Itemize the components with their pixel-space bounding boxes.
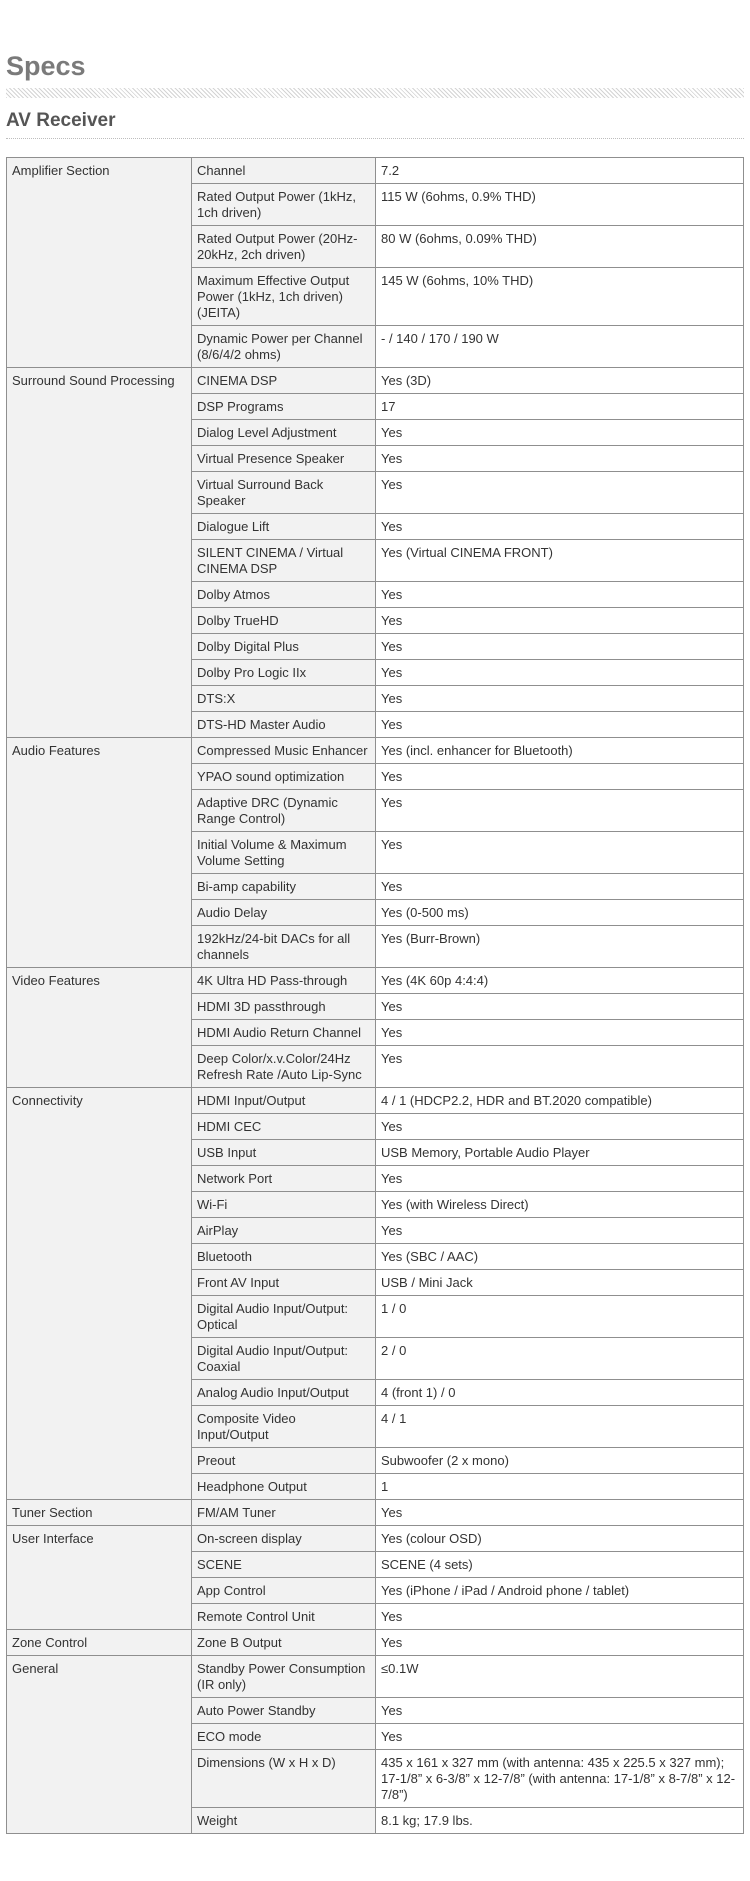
spec-value: Yes — [376, 790, 744, 832]
spec-label: Maximum Effective Output Power (1kHz, 1ch driven) (JEITA) — [192, 268, 376, 326]
spec-value: 1 — [376, 1474, 744, 1500]
spec-label: Virtual Presence Speaker — [192, 446, 376, 472]
spec-value: Yes — [376, 832, 744, 874]
spec-label: SCENE — [192, 1552, 376, 1578]
spec-label: USB Input — [192, 1140, 376, 1166]
spec-value: - / 140 / 170 / 190 W — [376, 326, 744, 368]
spec-row — [7, 368, 744, 394]
spec-label: DTS:X — [192, 686, 376, 712]
spec-label: HDMI Input/Output — [192, 1088, 376, 1114]
spec-label: 4K Ultra HD Pass-through — [192, 968, 376, 994]
spec-value: 4 (front 1) / 0 — [376, 1380, 744, 1406]
product-subtitle: AV Receiver — [6, 110, 116, 131]
spec-label: Preout — [192, 1448, 376, 1474]
spec-table-body — [7, 158, 744, 1834]
spec-label: Wi-Fi — [192, 1192, 376, 1218]
spec-value: Yes — [376, 1604, 744, 1630]
spec-value: Yes — [376, 1724, 744, 1750]
spec-value: Yes — [376, 1166, 744, 1192]
spec-label: Weight — [192, 1808, 376, 1834]
spec-label: DSP Programs — [192, 394, 376, 420]
spec-label: Dynamic Power per Channel (8/6/4/2 ohms) — [192, 326, 376, 368]
spec-row — [7, 1630, 744, 1656]
spec-value: Yes — [376, 994, 744, 1020]
spec-label: Standby Power Consumption (IR only) — [192, 1656, 376, 1698]
spec-label: ECO mode — [192, 1724, 376, 1750]
spec-value: 7.2 — [376, 158, 744, 184]
spec-row — [7, 1526, 744, 1552]
spec-label: Auto Power Standby — [192, 1698, 376, 1724]
spec-label: Rated Output Power (20Hz-20kHz, 2ch driven) — [192, 226, 376, 268]
spec-row — [7, 738, 744, 764]
spec-value: Yes — [376, 420, 744, 446]
spec-label: FM/AM Tuner — [192, 1500, 376, 1526]
spec-label: Digital Audio Input/Output: Optical — [192, 1296, 376, 1338]
spec-value: Yes — [376, 660, 744, 686]
spec-label: Initial Volume & Maximum Volume Setting — [192, 832, 376, 874]
spec-label: Virtual Surround Back Speaker — [192, 472, 376, 514]
spec-table — [6, 157, 744, 1834]
spec-label: Composite Video Input/Output — [192, 1406, 376, 1448]
spec-label: On-screen display — [192, 1526, 376, 1552]
section-name: General — [7, 1656, 192, 1834]
spec-value: 115 W (6ohms, 0.9% THD) — [376, 184, 744, 226]
spec-label: YPAO sound optimization — [192, 764, 376, 790]
section-name: Connectivity — [7, 1088, 192, 1500]
spec-label: HDMI 3D passthrough — [192, 994, 376, 1020]
spec-value: 1 / 0 — [376, 1296, 744, 1338]
spec-value: Yes — [376, 764, 744, 790]
spec-label: Dolby Pro Logic IIx — [192, 660, 376, 686]
spec-value: Yes (Burr-Brown) — [376, 926, 744, 968]
spec-label: CINEMA DSP — [192, 368, 376, 394]
spec-label: Network Port — [192, 1166, 376, 1192]
section-name: Audio Features — [7, 738, 192, 968]
spec-value: Yes — [376, 712, 744, 738]
spec-value: Yes (with Wireless Direct) — [376, 1192, 744, 1218]
page-title: Specs — [6, 51, 86, 81]
spec-value: 4 / 1 — [376, 1406, 744, 1448]
spec-label: HDMI Audio Return Channel — [192, 1020, 376, 1046]
spec-label: Headphone Output — [192, 1474, 376, 1500]
spec-label: Dialog Level Adjustment — [192, 420, 376, 446]
spec-label: Rated Output Power (1kHz, 1ch driven) — [192, 184, 376, 226]
spec-row — [7, 1656, 744, 1698]
spec-label: Zone B Output — [192, 1630, 376, 1656]
spec-value: Yes — [376, 686, 744, 712]
spec-label: 192kHz/24-bit DACs for all channels — [192, 926, 376, 968]
spec-value: 80 W (6ohms, 0.09% THD) — [376, 226, 744, 268]
spec-row — [7, 968, 744, 994]
spec-label: Dolby Digital Plus — [192, 634, 376, 660]
spec-label: Analog Audio Input/Output — [192, 1380, 376, 1406]
spec-value: Yes — [376, 1698, 744, 1724]
spec-value: Yes — [376, 514, 744, 540]
spec-value: Yes (4K 60p 4:4:4) — [376, 968, 744, 994]
spec-label: SILENT CINEMA / Virtual CINEMA DSP — [192, 540, 376, 582]
title-hatch-divider — [6, 88, 744, 98]
spec-label: DTS-HD Master Audio — [192, 712, 376, 738]
spec-row — [7, 158, 744, 184]
spec-value: 2 / 0 — [376, 1338, 744, 1380]
spec-row — [7, 1088, 744, 1114]
spec-label: AirPlay — [192, 1218, 376, 1244]
spec-value: Yes (incl. enhancer for Bluetooth) — [376, 738, 744, 764]
section-name: Amplifier Section — [7, 158, 192, 368]
spec-value: Subwoofer (2 x mono) — [376, 1448, 744, 1474]
spec-value: Yes (0-500 ms) — [376, 900, 744, 926]
spec-value: USB / Mini Jack — [376, 1270, 744, 1296]
spec-value: Yes (SBC / AAC) — [376, 1244, 744, 1270]
spec-value: Yes — [376, 608, 744, 634]
spec-label: Bi-amp capability — [192, 874, 376, 900]
spec-value: Yes — [376, 634, 744, 660]
spec-value: Yes — [376, 1114, 744, 1140]
spec-label: App Control — [192, 1578, 376, 1604]
spec-label: Dolby Atmos — [192, 582, 376, 608]
spec-label: Compressed Music Enhancer — [192, 738, 376, 764]
spec-value: Yes (iPhone / iPad / Android phone / tablet) — [376, 1578, 744, 1604]
section-name: Tuner Section — [7, 1500, 192, 1526]
spec-label: Dialogue Lift — [192, 514, 376, 540]
spec-value: 435 x 161 x 327 mm (with antenna: 435 x 225.5 x 327 mm); 17-1/8” x 6-3/8” x 12-7/8” (with antenna: 17-1/8” x 8-7/8” x 12-7/8”) — [376, 1750, 744, 1808]
section-name: Video Features — [7, 968, 192, 1088]
spec-value: 17 — [376, 394, 744, 420]
spec-value: Yes (colour OSD) — [376, 1526, 744, 1552]
spec-label: Digital Audio Input/Output: Coaxial — [192, 1338, 376, 1380]
spec-label: Front AV Input — [192, 1270, 376, 1296]
spec-value: 145 W (6ohms, 10% THD) — [376, 268, 744, 326]
spec-label: Dimensions (W x H x D) — [192, 1750, 376, 1808]
spec-value: Yes — [376, 1020, 744, 1046]
spec-value: USB Memory, Portable Audio Player — [376, 1140, 744, 1166]
spec-value: Yes — [376, 1630, 744, 1656]
spec-value: 8.1 kg; 17.9 lbs. — [376, 1808, 744, 1834]
spec-value: Yes — [376, 1218, 744, 1244]
spec-label: Channel — [192, 158, 376, 184]
spec-value: 4 / 1 (HDCP2.2, HDR and BT.2020 compatible) — [376, 1088, 744, 1114]
subtitle-dotted-divider — [6, 138, 744, 139]
spec-label: Dolby TrueHD — [192, 608, 376, 634]
spec-label: Bluetooth — [192, 1244, 376, 1270]
section-name: User Interface — [7, 1526, 192, 1630]
spec-label: Audio Delay — [192, 900, 376, 926]
spec-value: Yes — [376, 446, 744, 472]
spec-value: Yes — [376, 1046, 744, 1088]
spec-value: ≤0.1W — [376, 1656, 744, 1698]
section-name: Surround Sound Processing — [7, 368, 192, 738]
section-name: Zone Control — [7, 1630, 192, 1656]
spec-label: Adaptive DRC (Dynamic Range Control) — [192, 790, 376, 832]
spec-value: Yes — [376, 582, 744, 608]
spec-value: Yes (Virtual CINEMA FRONT) — [376, 540, 744, 582]
spec-value: Yes (3D) — [376, 368, 744, 394]
spec-label: Deep Color/x.v.Color/24Hz Refresh Rate /Auto Lip-Sync — [192, 1046, 376, 1088]
spec-value: Yes — [376, 472, 744, 514]
spec-row — [7, 1500, 744, 1526]
spec-label: HDMI CEC — [192, 1114, 376, 1140]
spec-label: Remote Control Unit — [192, 1604, 376, 1630]
spec-value: SCENE (4 sets) — [376, 1552, 744, 1578]
spec-value: Yes — [376, 1500, 744, 1526]
spec-value: Yes — [376, 874, 744, 900]
